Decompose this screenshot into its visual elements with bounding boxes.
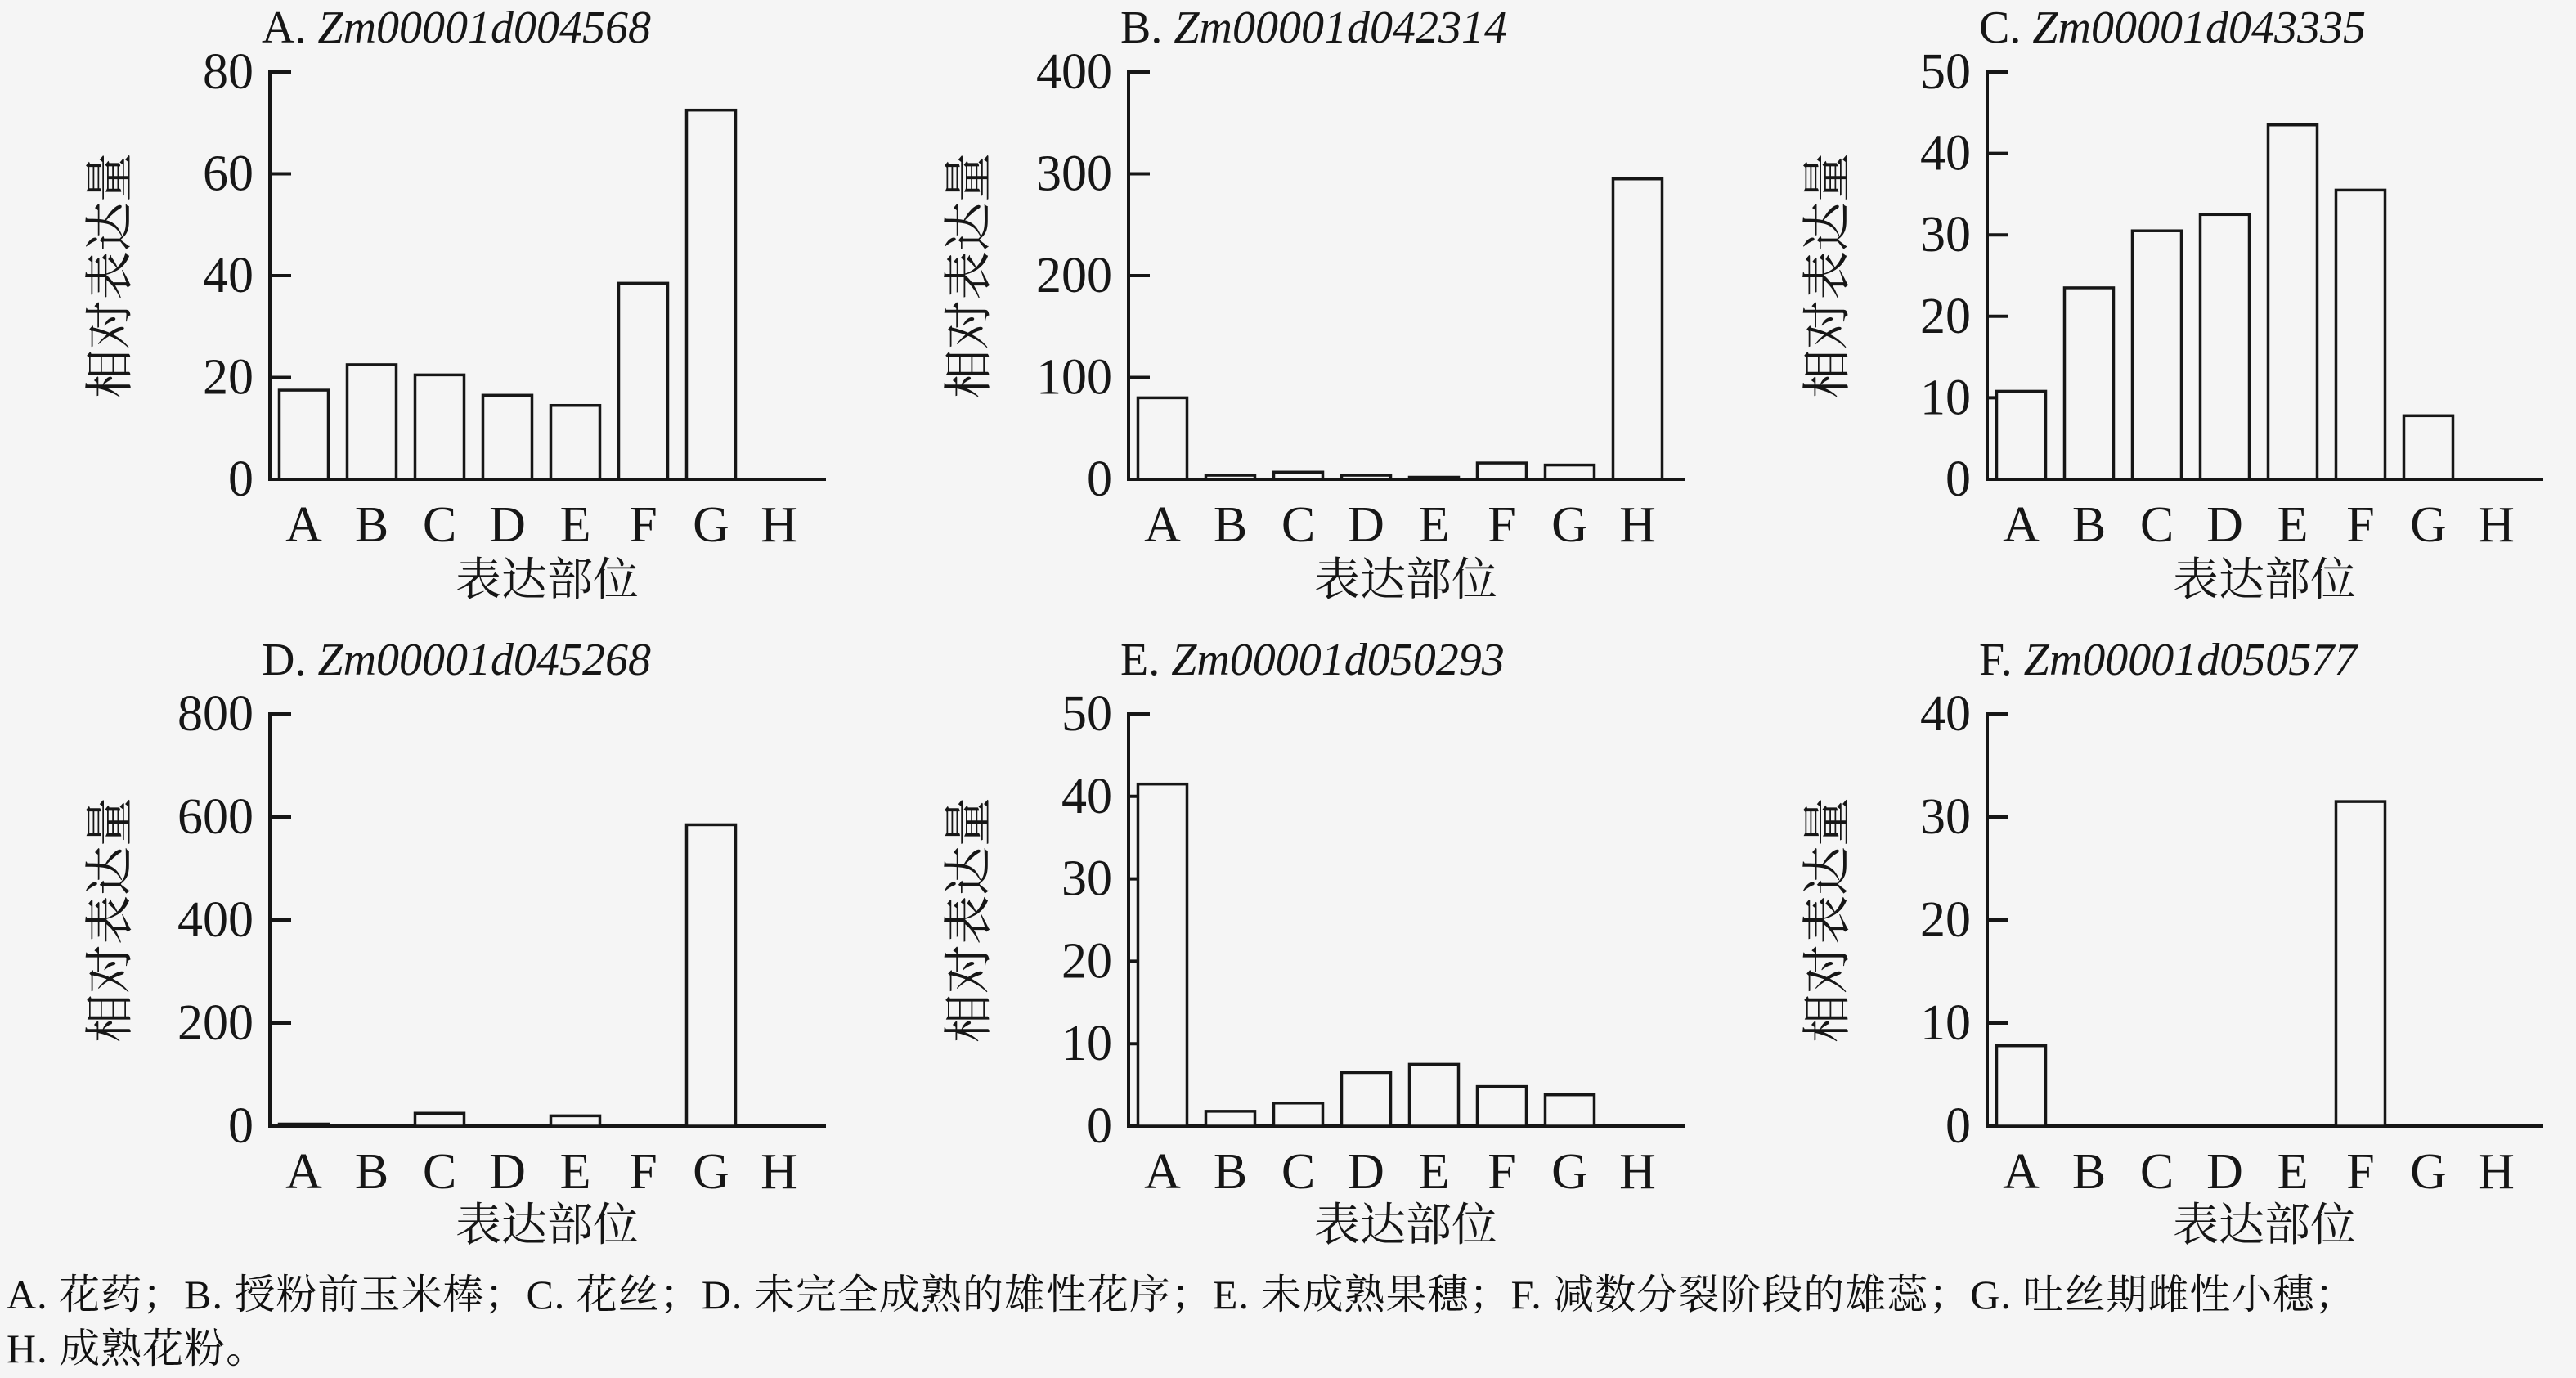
axes	[270, 714, 824, 1126]
x-axis-label: 表达部位	[1314, 1201, 1497, 1251]
bar-G	[687, 110, 736, 479]
y-tick-label: 400	[1036, 44, 1112, 100]
y-tick-label: 10	[1920, 370, 1971, 426]
x-tick-label-F: F	[629, 497, 657, 553]
x-tick-label-G: G	[2410, 1144, 2447, 1200]
y-axis-label: 相对表达量	[1801, 153, 1855, 398]
x-tick-label-F: F	[629, 1144, 657, 1200]
y-tick-label: 80	[203, 44, 254, 100]
x-tick-label-G: G	[693, 1144, 729, 1200]
x-tick-label-A: A	[2003, 497, 2040, 553]
chart-title: D. Zm00001d045268	[262, 635, 652, 685]
bar-E	[1410, 478, 1459, 479]
chart-panel-b	[859, 0, 1717, 617]
bar-F	[2336, 801, 2385, 1126]
x-tick-label-D: D	[2206, 1144, 2243, 1200]
bar-A	[1138, 397, 1187, 479]
bar-B	[1206, 1111, 1255, 1126]
y-tick-label: 0	[228, 1098, 254, 1154]
chart-panel-f	[1717, 617, 2576, 1268]
x-tick-label-D: D	[489, 1144, 526, 1200]
x-tick-label-E: E	[1418, 1144, 1450, 1200]
y-tick-label: 20	[1061, 933, 1112, 990]
x-tick-label-E: E	[2277, 1144, 2309, 1200]
bar-C	[1274, 1103, 1323, 1126]
x-tick-label-F: F	[2346, 497, 2375, 553]
bar-B	[2065, 288, 2114, 479]
chart-title: F. Zm00001d050577	[1979, 635, 2358, 685]
y-tick-label: 10	[1061, 1016, 1112, 1072]
x-tick-label-F: F	[1488, 497, 1516, 553]
bar-F	[619, 283, 668, 479]
x-tick-label-C: C	[1281, 497, 1316, 553]
bar-chart-Zm00001d050293	[859, 617, 1717, 1268]
x-axis-label: 表达部位	[1314, 555, 1497, 606]
y-tick-label: 0	[1945, 1098, 1971, 1154]
bar-G	[1546, 465, 1595, 479]
y-tick-label: 100	[1036, 349, 1112, 406]
figure-caption	[0, 1268, 2576, 1376]
y-tick-label: 30	[1920, 789, 1971, 845]
bar-H	[1613, 179, 1663, 479]
bar-D	[2201, 214, 2250, 479]
x-tick-label-F: F	[2346, 1144, 2375, 1200]
x-tick-label-H: H	[2478, 497, 2515, 553]
y-tick-label: 20	[1920, 288, 1971, 344]
x-tick-label-H: H	[761, 1144, 797, 1200]
x-tick-label-D: D	[1348, 1144, 1384, 1200]
y-axis-label: 相对表达量	[83, 797, 137, 1043]
axes	[1987, 714, 2542, 1126]
y-tick-label: 30	[1061, 851, 1112, 907]
bar-A	[280, 1124, 329, 1126]
x-tick-label-B: B	[2071, 1144, 2107, 1200]
bar-D	[1342, 1072, 1391, 1126]
x-tick-label-B: B	[1213, 1144, 1248, 1200]
x-axis-label: 表达部位	[456, 1201, 639, 1251]
x-tick-label-G: G	[2410, 497, 2447, 553]
y-axis-label: 相对表达量	[83, 153, 137, 398]
x-tick-label-B: B	[1213, 497, 1248, 553]
x-tick-label-C: C	[1281, 1144, 1316, 1200]
x-tick-label-C: C	[2139, 497, 2174, 553]
y-tick-label: 40	[1920, 686, 1971, 742]
y-tick-label: 50	[1061, 686, 1112, 742]
x-tick-label-D: D	[1348, 497, 1384, 553]
x-tick-label-D: D	[489, 497, 526, 553]
bar-chart-Zm00001d045268	[0, 617, 859, 1268]
axes	[1129, 714, 1683, 1126]
x-tick-label-H: H	[1619, 1144, 1656, 1200]
x-tick-label-B: B	[354, 497, 389, 553]
bar-C	[415, 375, 464, 479]
bar-G	[1546, 1095, 1595, 1126]
bar-G	[687, 824, 736, 1126]
bar-A	[1997, 391, 2046, 479]
x-axis-label: 表达部位	[2173, 555, 2356, 606]
chart-title: A. Zm00001d004568	[262, 2, 652, 53]
x-tick-label-H: H	[2478, 1144, 2515, 1200]
bar-chart-Zm00001d004568	[0, 0, 859, 617]
x-tick-label-F: F	[1488, 1144, 1516, 1200]
x-tick-label-E: E	[559, 1144, 591, 1200]
x-tick-label-B: B	[354, 1144, 389, 1200]
x-axis-label: 表达部位	[456, 555, 639, 606]
chart-title: B. Zm00001d042314	[1120, 2, 1507, 53]
chart-panel-e	[859, 617, 1717, 1268]
chart-title: C. Zm00001d043335	[1979, 2, 2366, 53]
x-tick-label-A: A	[2003, 1144, 2040, 1200]
x-tick-label-C: C	[2139, 1144, 2174, 1200]
y-tick-label: 0	[228, 451, 254, 507]
y-tick-label: 0	[1087, 1098, 1112, 1154]
x-tick-label-B: B	[2071, 497, 2107, 553]
y-tick-label: 200	[1036, 248, 1112, 303]
x-tick-label-A: A	[1144, 1144, 1181, 1200]
chart-panel-a	[0, 0, 859, 617]
y-tick-label: 300	[1036, 146, 1112, 202]
bar-B	[348, 365, 397, 479]
axes	[1129, 72, 1683, 479]
bar-F	[1478, 463, 1527, 479]
bar-C	[415, 1113, 464, 1126]
bar-E	[551, 1115, 600, 1126]
x-tick-label-C: C	[422, 1144, 457, 1200]
bar-chart-Zm00001d042314	[859, 0, 1717, 617]
y-tick-label: 600	[177, 789, 254, 845]
bar-D	[1342, 475, 1391, 479]
bar-F	[2336, 190, 2385, 479]
y-tick-label: 0	[1945, 451, 1971, 507]
caption-line-2: H. 成熟花粉。	[7, 1326, 268, 1371]
y-tick-label: 200	[177, 995, 254, 1051]
y-tick-label: 60	[203, 146, 254, 202]
bar-F	[1478, 1087, 1527, 1126]
bar-chart-Zm00001d043335	[1717, 0, 2576, 617]
x-tick-label-A: A	[1144, 497, 1181, 553]
bar-E	[551, 406, 600, 479]
y-tick-label: 20	[203, 349, 254, 406]
chart-panel-c	[1717, 0, 2576, 617]
bar-D	[483, 395, 532, 479]
y-axis-label: 相对表达量	[942, 153, 996, 398]
bar-G	[2404, 415, 2453, 479]
y-tick-label: 40	[1061, 768, 1112, 824]
x-tick-label-E: E	[1418, 497, 1450, 553]
chart-title: E. Zm00001d050293	[1120, 635, 1505, 685]
y-tick-label: 800	[177, 686, 254, 742]
y-axis-label: 相对表达量	[942, 797, 996, 1043]
x-axis-label: 表达部位	[2173, 1201, 2356, 1251]
y-tick-label: 400	[177, 892, 254, 948]
y-tick-label: 30	[1920, 207, 1971, 263]
bar-chart-Zm00001d050577	[1717, 617, 2576, 1268]
bar-B	[1206, 475, 1255, 479]
x-tick-label-E: E	[2277, 497, 2309, 553]
bar-E	[2269, 125, 2318, 479]
bar-A	[280, 390, 329, 479]
x-tick-label-G: G	[1551, 497, 1588, 553]
bar-E	[1410, 1064, 1459, 1126]
y-axis-label: 相对表达量	[1801, 797, 1855, 1043]
y-tick-label: 0	[1087, 451, 1112, 507]
y-tick-label: 10	[1920, 995, 1971, 1051]
bar-C	[2133, 231, 2182, 479]
chart-panel-d	[0, 617, 859, 1268]
bar-C	[1274, 472, 1323, 479]
x-tick-label-A: A	[285, 1144, 322, 1200]
x-tick-label-H: H	[761, 497, 797, 553]
x-tick-label-H: H	[1619, 497, 1656, 553]
bar-A	[1138, 784, 1187, 1126]
x-tick-label-D: D	[2206, 497, 2243, 553]
caption-line-1: A. 花药；B. 授粉前玉米棒；C. 花丝；D. 未完全成熟的雄性花序；E. 未成熟果穗；F. 减数分裂阶段的雄蕊；G. 吐丝期雌性小穗；	[7, 1272, 2357, 1317]
y-tick-label: 50	[1920, 44, 1971, 100]
y-tick-label: 20	[1920, 892, 1971, 948]
x-tick-label-C: C	[422, 497, 457, 553]
x-tick-label-E: E	[559, 497, 591, 553]
x-tick-label-A: A	[285, 497, 322, 553]
y-tick-label: 40	[1920, 125, 1971, 182]
y-tick-label: 40	[203, 248, 254, 303]
x-tick-label-G: G	[1551, 1144, 1588, 1200]
bar-A	[1997, 1046, 2046, 1126]
x-tick-label-G: G	[693, 497, 729, 553]
